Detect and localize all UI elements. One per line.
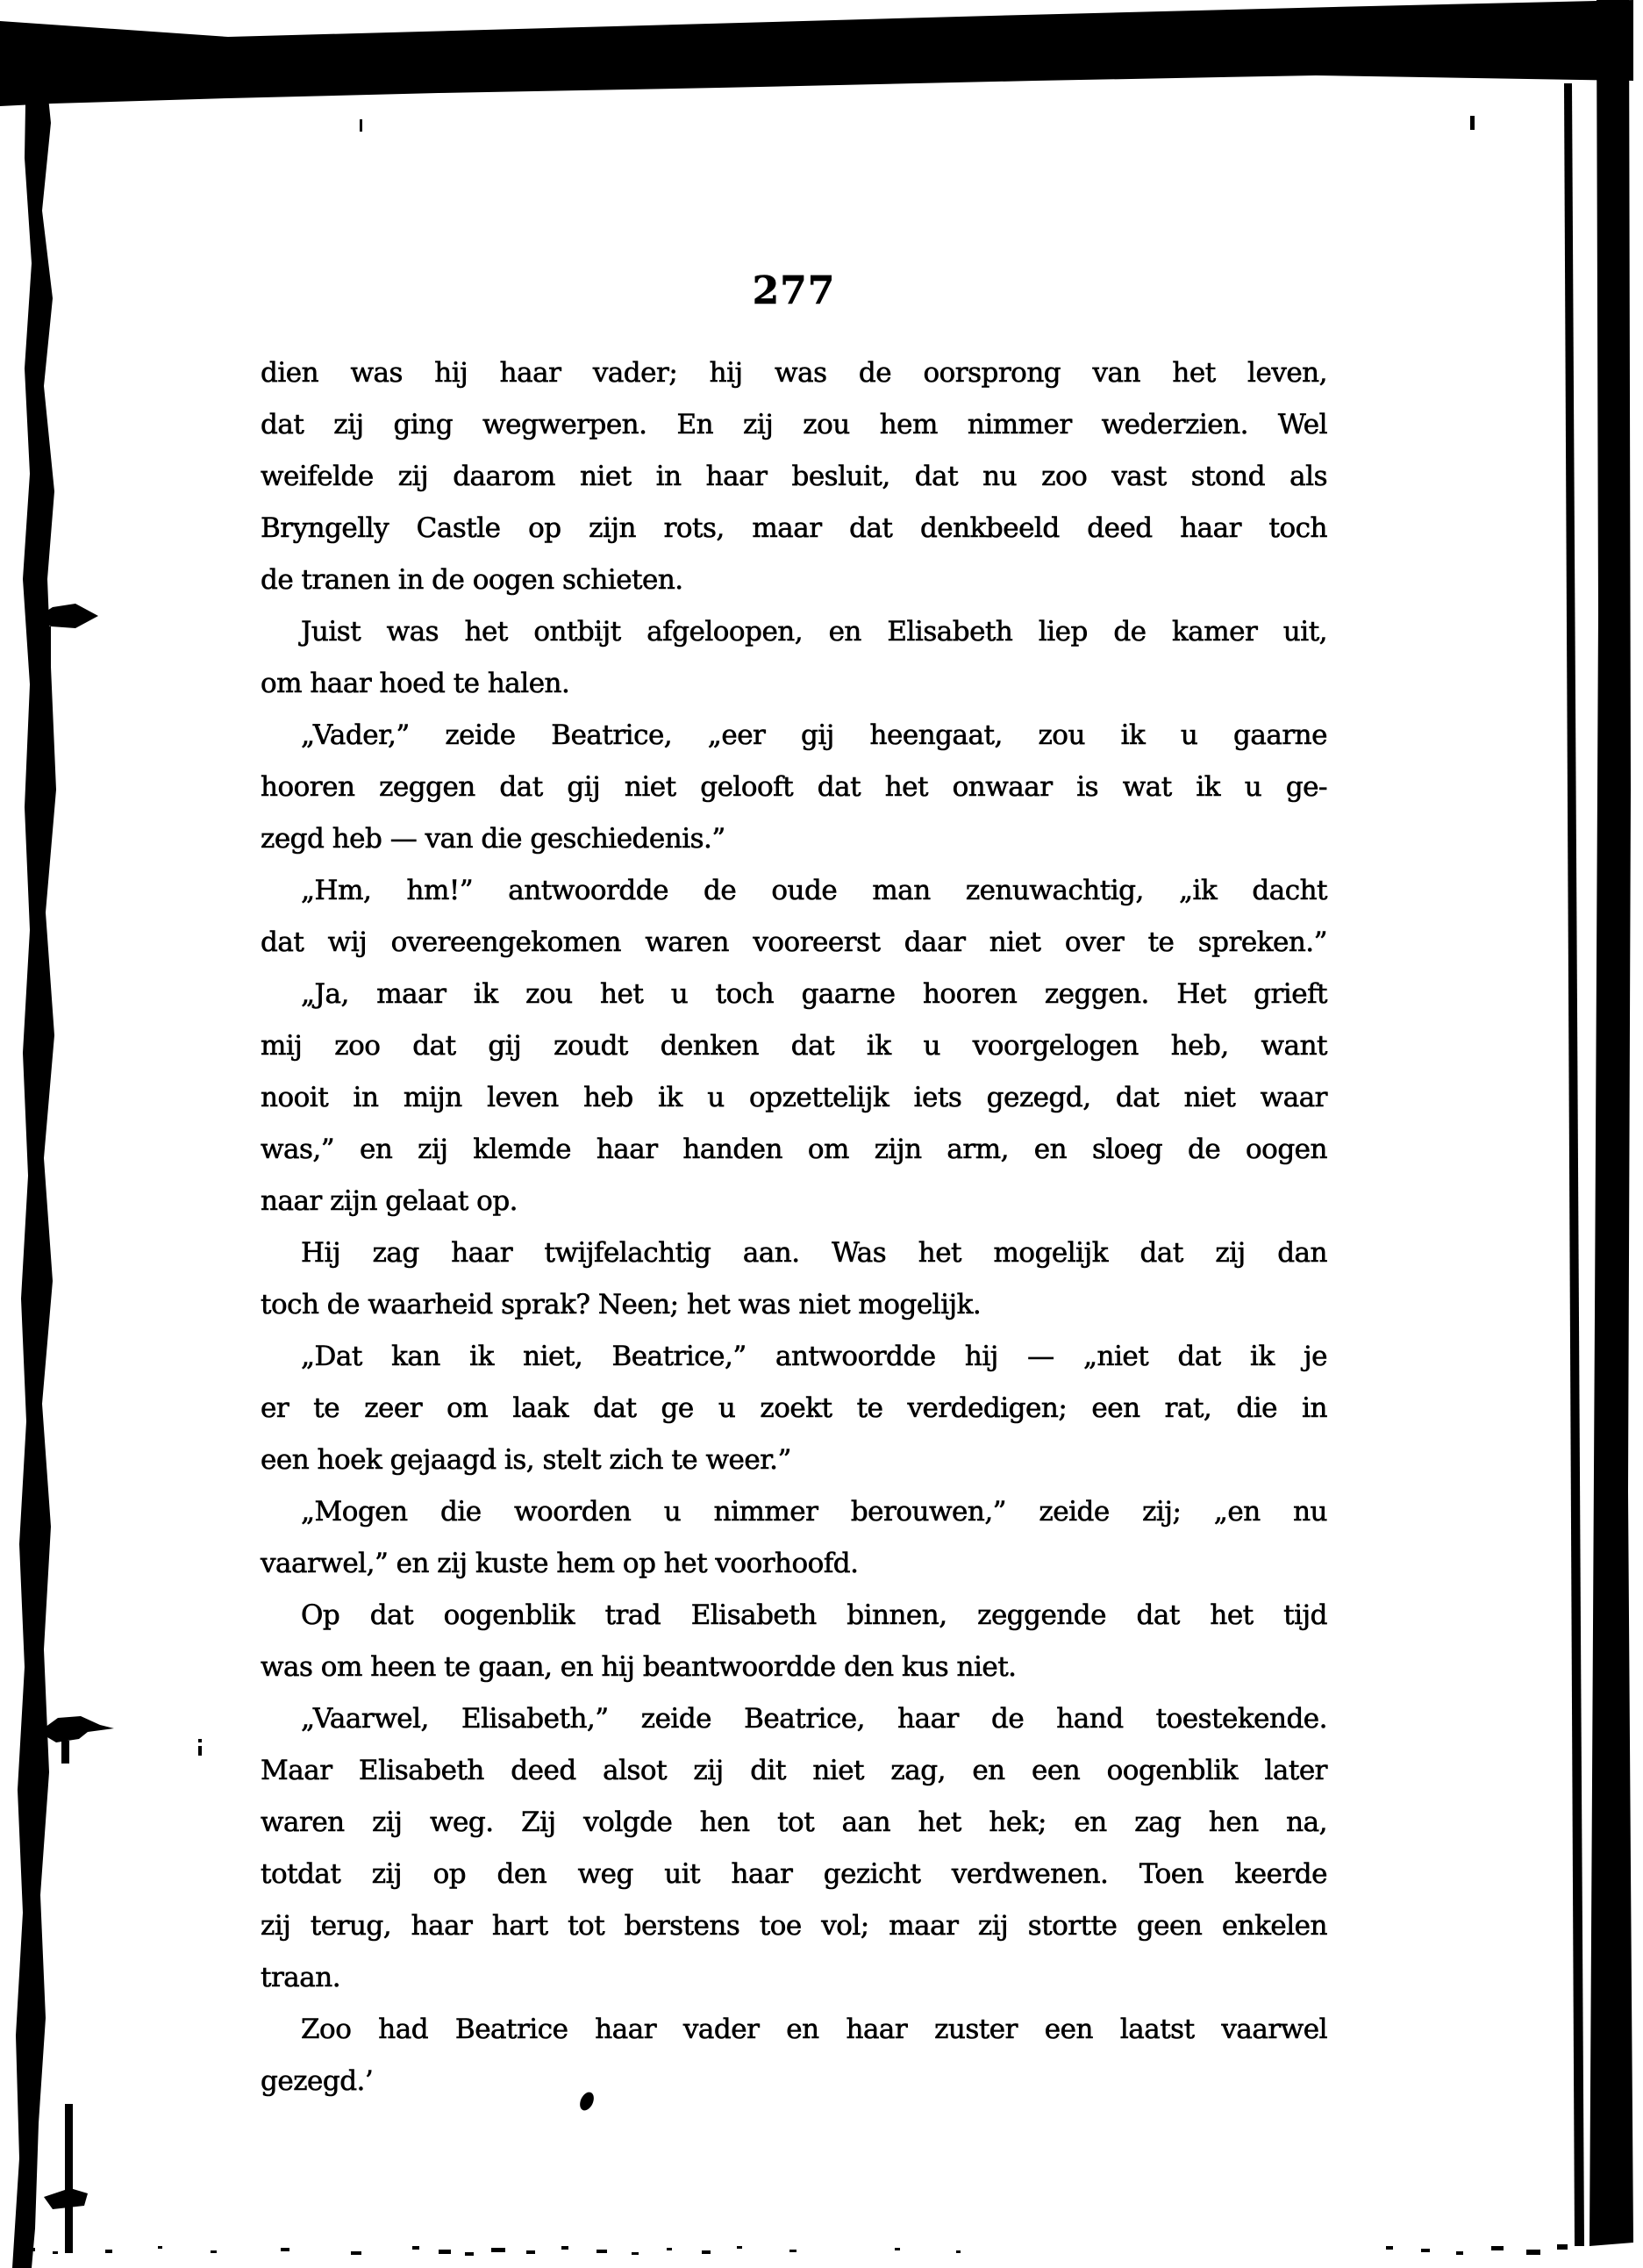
- ink-speck: [1470, 116, 1475, 130]
- text-line: was om heen te gaan, en hij beantwoordde den kus niet.: [261, 1651, 1017, 1683]
- text-line: Hij zag haar twijfelachtig aan. Was het mogelijk dat zij dan: [301, 1237, 1327, 1269]
- left-scan-streak: [12, 53, 56, 2268]
- text-line: er te zeer om laak dat ge u zoekt te verdedigen; een rat, die in: [261, 1392, 1327, 1424]
- text-line: traan.: [261, 1962, 341, 1993]
- text-line: was,” en zij klemde haar handen om zijn arm, en sloeg de oogen: [261, 1134, 1327, 1165]
- ink-speck: [198, 1746, 202, 1756]
- right-scan-line-thin: [1564, 83, 1584, 2246]
- text-line: een hoek gejaagd is, stelt zich te weer.”: [261, 1444, 791, 1476]
- text-line: totdat zij op den weg uit haar gezicht verdwenen. Toen keerde: [261, 1858, 1327, 1890]
- text-line: mij zoo dat gij zoudt denken dat ik u voorgelogen heb, want: [261, 1030, 1327, 1062]
- text-line: om haar hoed te halen.: [261, 668, 570, 699]
- text-line: vaarwel,” en zij kuste hem op het voorhoofd.: [261, 1548, 859, 1579]
- ink-speck: [360, 119, 362, 132]
- body-text: [261, 347, 1327, 2107]
- text-line: zij terug, haar hart tot berstens toe vol; maar zij stortte geen enkelen: [261, 1910, 1327, 1942]
- text-line: naar zijn gelaat op.: [261, 1185, 518, 1217]
- text-line: toch de waarheid sprak? Neen; het was niet mogelijk.: [261, 1289, 982, 1320]
- top-scan-bar: [0, 0, 1633, 106]
- page-number: 277: [752, 268, 836, 313]
- right-scan-bar: [1589, 0, 1633, 2246]
- text-line: dat zij ging wegwerpen. En zij zou hem nimmer wederzien. Wel: [261, 409, 1327, 440]
- ink-speck: [198, 1739, 202, 1742]
- text-line: de tranen in de oogen schieten.: [261, 564, 683, 596]
- text-line: Zoo had Beatrice haar vader en haar zuster een laatst vaarwel: [301, 2014, 1327, 2045]
- text-line: „Vaarwel, Elisabeth,” zeide Beatrice, haar de hand toestekende.: [301, 1703, 1327, 1735]
- text-line: „Dat kan ik niet, Beatrice,” antwoordde hij — „niet dat ik je: [301, 1341, 1327, 1372]
- text-line: Op dat oogenblik trad Elisabeth binnen, zeggende dat het tijd: [301, 1599, 1327, 1631]
- text-line: „Ja, maar ik zou het u toch gaarne hooren zeggen. Het grieft: [301, 978, 1327, 1010]
- text-line: gezegd.’: [261, 2065, 374, 2097]
- text-line: nooit in mijn leven heb ik u opzettelijk iets gezegd, dat niet waar: [261, 1082, 1327, 1113]
- text-line: zegd heb — van die geschiedenis.”: [261, 823, 725, 855]
- text-line: hooren zeggen dat gij niet gelooft dat het onwaar is wat ik u ge-: [261, 771, 1327, 803]
- text-line: waren zij weg. Zij volgde hen tot aan het hek; en zag hen na,: [261, 1807, 1327, 1838]
- text-line: „Vader,” zeide Beatrice, „eer gij heengaat, zou ik u gaarne: [301, 719, 1327, 751]
- text-line: Juist was het ontbijt afgeloopen, en Elisabeth liep de kamer uit,: [301, 616, 1327, 647]
- text-line: dien was hij haar vader; hij was de oorsprong van het leven,: [261, 357, 1327, 389]
- text-line: „Mogen die woorden u nimmer berouwen,” zeide zij; „en nu: [301, 1496, 1327, 1528]
- text-line: Maar Elisabeth deed alsot zij dit niet zag, en een oogenblik later: [261, 1755, 1327, 1786]
- bottom-edge-specks: [26, 2244, 1568, 2256]
- text-line: Bryngelly Castle op zijn rots, maar dat denkbeeld deed haar toch: [261, 512, 1327, 544]
- text-line: weifelde zij daarom niet in haar besluit, dat nu zoo vast stond als: [261, 461, 1327, 492]
- text-line: dat wij overeengekomen waren vooreerst daar niet over te spreken.”: [261, 927, 1327, 958]
- margin-arrow-tail-upper: [42, 626, 51, 684]
- bottom-cross-blade: [44, 2188, 88, 2209]
- text-line: „Hm, hm!” antwoordde de oude man zenuwachtig, „ik dacht: [301, 875, 1327, 906]
- margin-arrow-tail-lower: [61, 1741, 69, 1764]
- bottom-cross-vertical: [65, 2104, 73, 2253]
- margin-arrow-mark-lower: [39, 1716, 114, 1742]
